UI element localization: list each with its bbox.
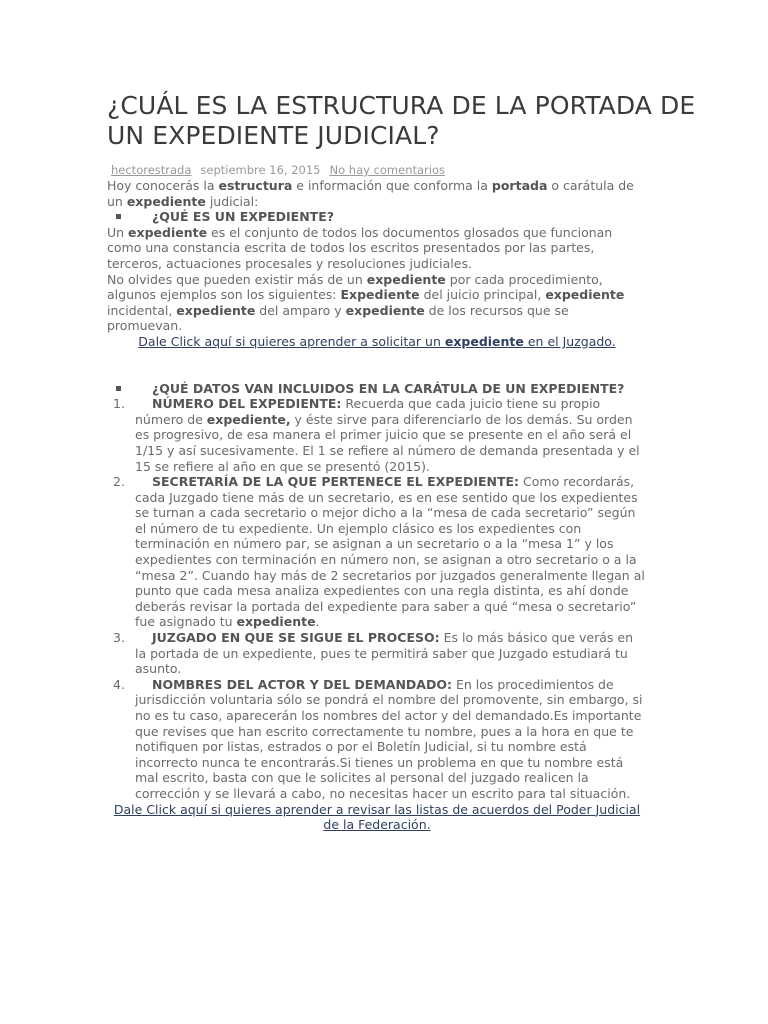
solicitar-expediente-link-row — [107, 334, 647, 350]
author-link[interactable]: hectorestrada — [111, 163, 192, 177]
comments-link[interactable]: No hay comentarios — [329, 163, 446, 177]
examples-text: No olvides que pueden existir más de un — [107, 271, 367, 287]
list-item-secretaria — [107, 474, 647, 630]
examples-text: por cada procedimiento, algunos ejemplos son los siguientes: — [107, 271, 603, 303]
list-item-text: . — [315, 614, 320, 630]
list-item-text: Como recordarás, cada Juzgado tiene más de un secretario, es en ese sentido que los expedientes se turnan a cada secretario o mejor dicho a la “mesa de cada secretario” según el número de tu expediente. Un ejemplo clásico es los expedientes con terminación en número par, se asignan a un secretario o a la “mesa 1” y los expedientes con terminación en número non, se asignan a otro secretario o a la “mesa 2”. Cuando hay más de 2 secretarios por juzgados generalmente llegan al punto que cada mesa analiza expedientes con una regla distinta, es ahí donde deberás revisar la portada del expediente para saber a qué “mesa o secretario” fue asignado tu — [135, 474, 645, 630]
list-item-heading: NÚMERO DEL EXPEDIENTE: — [152, 396, 342, 412]
definition-paragraph — [107, 225, 647, 272]
list-item-heading: JUZGADO EN QUE SE SIGUE EL PROCESO: — [152, 630, 440, 646]
examples-keyword: expediente — [545, 287, 625, 303]
intro-keyword: expediente — [126, 193, 206, 209]
examples-text: incidental, — [107, 302, 177, 318]
list-item-text: Es lo más básico que verás en la portada de un expediente, pues te permitirá saber que Juzgado estudiará tu asunto. — [135, 630, 633, 677]
page-title: ¿CUÁL ES LA ESTRUCTURA DE LA PORTADA DE UN EXPEDIENTE JUDICIAL? — [107, 91, 696, 150]
list-number: 3. — [113, 630, 125, 646]
link-text: en el Juzgado. — [523, 333, 616, 349]
list-item-heading: SECRETARÍA DE LA QUE PERTENECE EL EXPEDIENTE: — [152, 474, 520, 490]
solicitar-expediente-link[interactable] — [138, 334, 615, 349]
section-heading-text: ¿QUÉ ES UN EXPEDIENTE? — [152, 209, 334, 225]
examples-paragraph — [107, 272, 647, 334]
examples-keyword: Expediente — [340, 287, 420, 303]
intro-text: judicial: — [205, 193, 259, 209]
definition-keyword: expediente — [128, 224, 208, 240]
examples-text: del juicio principal, — [419, 287, 546, 303]
post-date: septiembre 16, 2015 — [200, 163, 321, 177]
section-heading-what-is — [107, 209, 647, 225]
post-meta — [111, 163, 445, 177]
intro-keyword: estructura — [218, 178, 293, 193]
listas-acuerdos-link[interactable]: Dale Click aquí si quieres aprender a revisar las listas de acuerdos del Poder Judicial de la Federación. — [113, 801, 641, 833]
link-keyword: expediente — [444, 333, 524, 349]
examples-keyword: expediente — [176, 302, 256, 318]
list-item-keyword: expediente, — [206, 411, 291, 427]
list-number: 1. — [113, 396, 125, 412]
list-item-text: Recuerda que cada juicio tiene su propio número de — [135, 396, 601, 427]
list-number: 4. — [113, 676, 125, 692]
list-item-text: y éste sirve para diferenciarlo de los demás. Su orden es progresivo, de esa manera el primer juicio que se presente en el año será el 1/15 y así sucesivamente. El 1 se refiere al número de demanda presentada y el 15 se refiere al año en que se presentó (2015). — [135, 411, 640, 474]
definition-text: Un — [107, 224, 129, 240]
list-item-numero — [107, 396, 647, 474]
listas-acuerdos-link-row — [107, 802, 647, 833]
examples-text: del amparo y — [255, 302, 346, 318]
list-item-text: En los procedimientos de jurisdicción voluntaria sólo se pondrá el nombre del promovente, sin embargo, si no es tu caso, aparecerán los nombres del actor y del demandado.Es importante que revises que han escrito correctamente tu nombre, pues a la hora en que te notifiquen por listas, estrados o por el Boletín Judicial, si tu nombre está incorrecto nunca te encontrarás.Si tienes un problema en que tu nombre está mal escrito, basta con que le solicites al personal del juzgado realicen la corrección y se llevará a cabo, no necesitas hacer un escrito para tal situación. — [135, 676, 643, 801]
link-text: Dale Click aquí si quieres aprender a solicitar un — [138, 333, 445, 349]
examples-keyword: expediente — [345, 302, 425, 318]
spacer — [107, 350, 647, 381]
list-item-nombres — [107, 677, 647, 802]
list-item-keyword: expediente — [236, 614, 316, 630]
bullet-square-icon — [116, 386, 121, 391]
article-body — [107, 178, 647, 833]
section-heading-text: ¿QUÉ DATOS VAN INCLUIDOS EN LA CARÁTULA DE UN EXPEDIENTE? — [152, 380, 625, 396]
intro-text: e información que conforma la — [292, 178, 492, 193]
intro-text: Hoy conocerás la — [107, 178, 219, 193]
intro-text: o carátula de un — [107, 178, 634, 209]
section-heading-caratula — [107, 381, 647, 397]
definition-text: es el conjunto de todos los documentos glosados que funcionan como una constancia escrita de todos los escritos presentados por las partes, terceros, actuaciones procesales y resoluciones judiciales. — [107, 224, 613, 271]
intro-paragraph — [107, 178, 647, 209]
intro-keyword: portada — [491, 178, 548, 193]
examples-text: de los recursos que se promuevan. — [107, 302, 569, 334]
bullet-square-icon — [116, 214, 121, 219]
list-item-juzgado — [107, 630, 647, 677]
list-item-heading: NOMBRES DEL ACTOR Y DEL DEMANDADO: — [152, 676, 452, 692]
examples-keyword: expediente — [366, 271, 446, 287]
list-number: 2. — [113, 474, 125, 490]
